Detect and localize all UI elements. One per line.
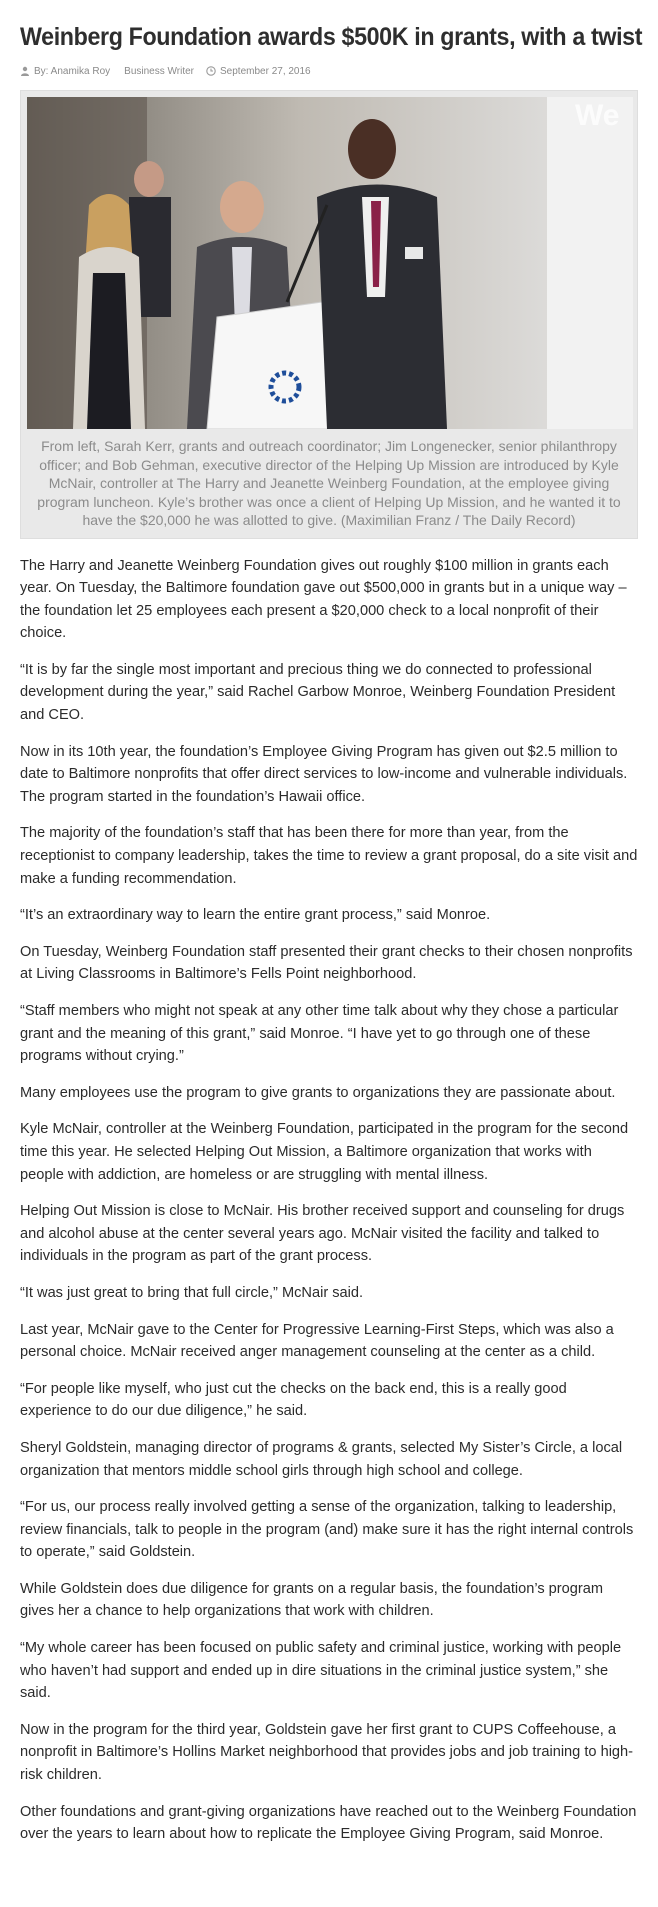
paragraph: “For people like myself, who just cut the checks on the back end, this is a really good experience to do our due diligence,” he said. <box>20 1380 567 1420</box>
paragraph: The Harry and Jeanette Weinberg Foundation gives out roughly $100 million in grants each year. On Tuesday, the Baltimore foundation gave out $500,000 in grants but in a unique way – the foundation let 25 employees each present a $20,000 check to a local nonprofit of their choice. <box>20 557 627 642</box>
photo-caption: From left, Sarah Kerr, grants and outreach coordinator; Jim Longenecker, senior philanthropy officer; and Bob Gehman, executive director of the Helping Up Mission are introduced by Kyle McNair, controller at The Harry and Jeanette Weinberg Foundation, at the employee giving program luncheon. Kyle’s brother was once a client of Helping Up Mission, and he wanted it to have the $20,000 he was allotted to give. (Maximilian Franz / The Daily Record) <box>37 438 621 528</box>
photo-watermark: We <box>575 99 620 132</box>
clock-icon <box>206 66 216 76</box>
paragraph: Kyle McNair, controller at the Weinberg Foundation, participated in the program for the second time this year. He selected Helping Out Mission, a Baltimore organization that works with people with addiction, are homeless or are struggling with mental illness. <box>20 1121 629 1183</box>
author-role: Business Writer <box>124 65 194 77</box>
paragraph: While Goldstein does due diligence for grants on a regular basis, the foundation’s program gives her a chance to help organizations that work with children. <box>20 1580 604 1620</box>
paragraph: Now in its 10th year, the foundation’s Employee Giving Program has given out $2.5 million to date to Baltimore nonprofits that offer direct services to low-income and vulnerable individuals. The program started in the foundation’s Hawaii office. <box>20 743 628 805</box>
paragraph: “Staff members who might not speak at any other time talk about why they chose a particular grant and the meaning of this grant,” said Monroe. “I have yet to go through one of these programs without crying.” <box>20 1003 619 1065</box>
article-body <box>20 555 638 1846</box>
paragraph: Sheryl Goldstein, managing director of programs & grants, selected My Sister’s Circle, a local organization that mentors middle school girls through high school and college. <box>20 1439 623 1479</box>
paragraph: Helping Out Mission is close to McNair. His brother received support and counseling for drugs and alcohol abuse at the center several years ago. McNair visited the facility and talked to individuals in the program as part of the grant process. <box>20 1203 625 1265</box>
paragraph: “It was just great to bring that full circle,” McNair said. <box>20 1284 364 1301</box>
paragraph: “My whole career has been focused on public safety and criminal justice, working with people who haven’t had support and ended up in dire situations in the criminal justice system,” she said. <box>20 1640 622 1702</box>
article-photo[interactable] <box>27 97 633 429</box>
paragraph: Now in the program for the third year, Goldstein gave her first grant to CUPS Coffeehouse, a nonprofit in Baltimore’s Hollins Market neighborhood that provides jobs and job training to high-risk children. <box>20 1721 634 1784</box>
paragraph: “It’s an extraordinary way to learn the entire grant process,” said Monroe. <box>20 907 491 924</box>
photo-figure <box>20 90 638 539</box>
paragraph: Last year, McNair gave to the Center for Progressive Learning-First Steps, which was also a personal choice. McNair received anger management counseling at the center as a child. <box>20 1321 614 1361</box>
author-name[interactable]: By: Anamika Roy <box>34 65 111 77</box>
article-container <box>20 0 643 1846</box>
article-meta <box>20 64 638 78</box>
paragraph: “It is by far the single most important and precious thing we do connected to professional development during the year,” said Rachel Garbow Monroe, Weinberg Foundation President and CEO. <box>20 661 616 724</box>
user-icon <box>20 66 30 76</box>
paragraph: Other foundations and grant-giving organizations have reached out to the Weinberg Foundation over the years to learn about how to replicate the Employee Giving Program, said Monroe. <box>20 1803 637 1843</box>
article-title[interactable]: Weinberg Foundation awards $500K in grants, with a twist <box>20 23 643 51</box>
publish-date: September 27, 2016 <box>220 65 311 77</box>
paragraph: On Tuesday, Weinberg Foundation staff presented their grant checks to their chosen nonprofits at Living Classrooms in Baltimore’s Fells Point neighborhood. <box>20 943 633 983</box>
paragraph: “For us, our process really involved getting a sense of the organization, talking to leadership, review financials, talk to people in the program (and) make sure it has the right internal controls to operate,” said Goldstein. <box>20 1499 634 1561</box>
paragraph: Many employees use the program to give grants to organizations they are passionate about. <box>20 1084 616 1101</box>
paragraph: The majority of the foundation’s staff that has been there for more than year, from the receptionist to company leadership, takes the time to review a grant proposal, do a site visit and make a funding recommendation. <box>20 825 638 887</box>
